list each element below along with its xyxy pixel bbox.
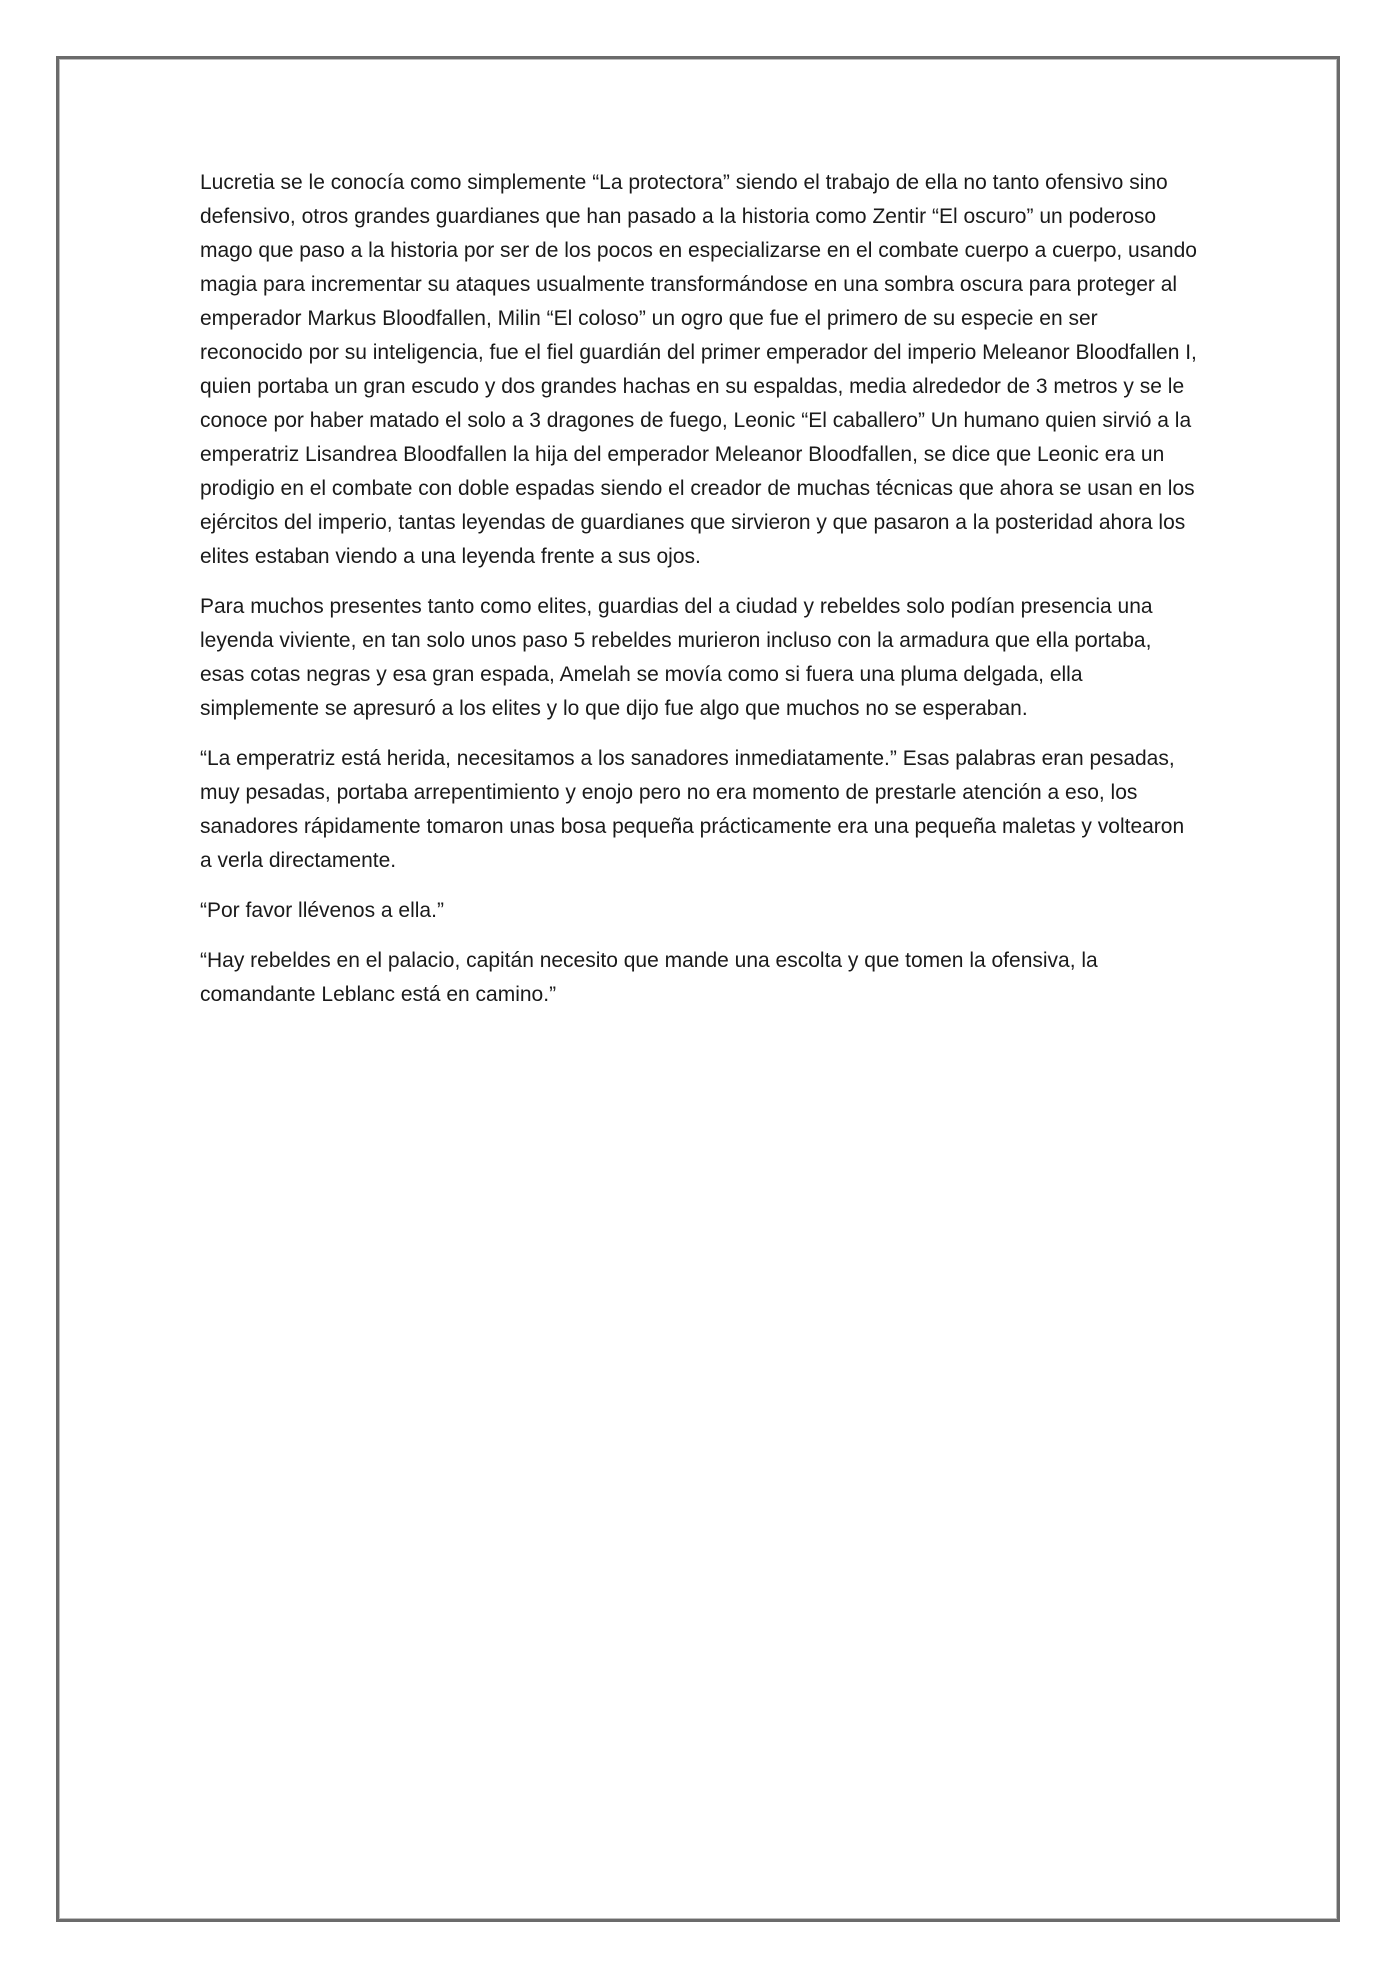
document-body: [200, 166, 1200, 1028]
paragraph-5: “Hay rebeldes en el palacio, capitán necesito que mande una escolta y que tomen la ofensiva, la comandante Leblanc está en camino.”: [200, 949, 1098, 1006]
paragraph-4: “Por favor llévenos a ella.”: [200, 899, 444, 922]
paragraph-1: Lucretia se le conocía como simplemente “La protectora” siendo el trabajo de ella no tanto ofensivo sino defensivo, otros grandes guardianes que han pasado a la historia como Zentir “El oscuro” un poderoso mago que paso a la historia por ser de los pocos en especializarse en el combate cuerpo a cuerpo, usando magia para incrementar su ataques usualmente transformándose en una sombra oscura para proteger al emperador Markus Bloodfallen, Milin “El coloso” un ogro que fue el primero de su especie en ser reconocido por su inteligencia, fue el fiel guardián del primer emperador del imperio Meleanor Bloodfallen I, quien portaba un gran escudo y dos grandes hachas en su espaldas, media alrededor de 3 metros y se le conoce por haber matado el solo a 3 dragones de fuego, Leonic “El caballero” Un humano quien sirvió a la emperatriz Lisandrea Bloodfallen la hija del emperador Meleanor Bloodfallen, se dice que Leonic era un prodigio en el combate con doble espadas siendo el creador de muchas técnicas que ahora se usan en los ejércitos del imperio, tantas leyendas de guardianes que sirvieron y que pasaron a la posteridad ahora los elites estaban viendo a una leyenda frente a sus ojos.: [200, 171, 1197, 568]
paragraph-3: “La emperatriz está herida, necesitamos a los sanadores inmediatamente.” Esas palabras eran pesadas, muy pesadas, portaba arrepentimiento y enojo pero no era momento de prestarle atención a eso, los sanadores rápidamente tomaron unas bosa pequeña prácticamente era una pequeña maletas y voltearon a verla directamente.: [200, 747, 1185, 872]
paragraph-2: Para muchos presentes tanto como elites, guardias del a ciudad y rebeldes solo podían presencia una leyenda viviente, en tan solo unos paso 5 rebeldes murieron incluso con la armadura que ella portaba, esas cotas negras y esa gran espada, Amelah se movía como si fuera una pluma delgada, ella simplemente se apresuró a los elites y lo que dijo fue algo que muchos no se esperaban.: [200, 595, 1153, 720]
